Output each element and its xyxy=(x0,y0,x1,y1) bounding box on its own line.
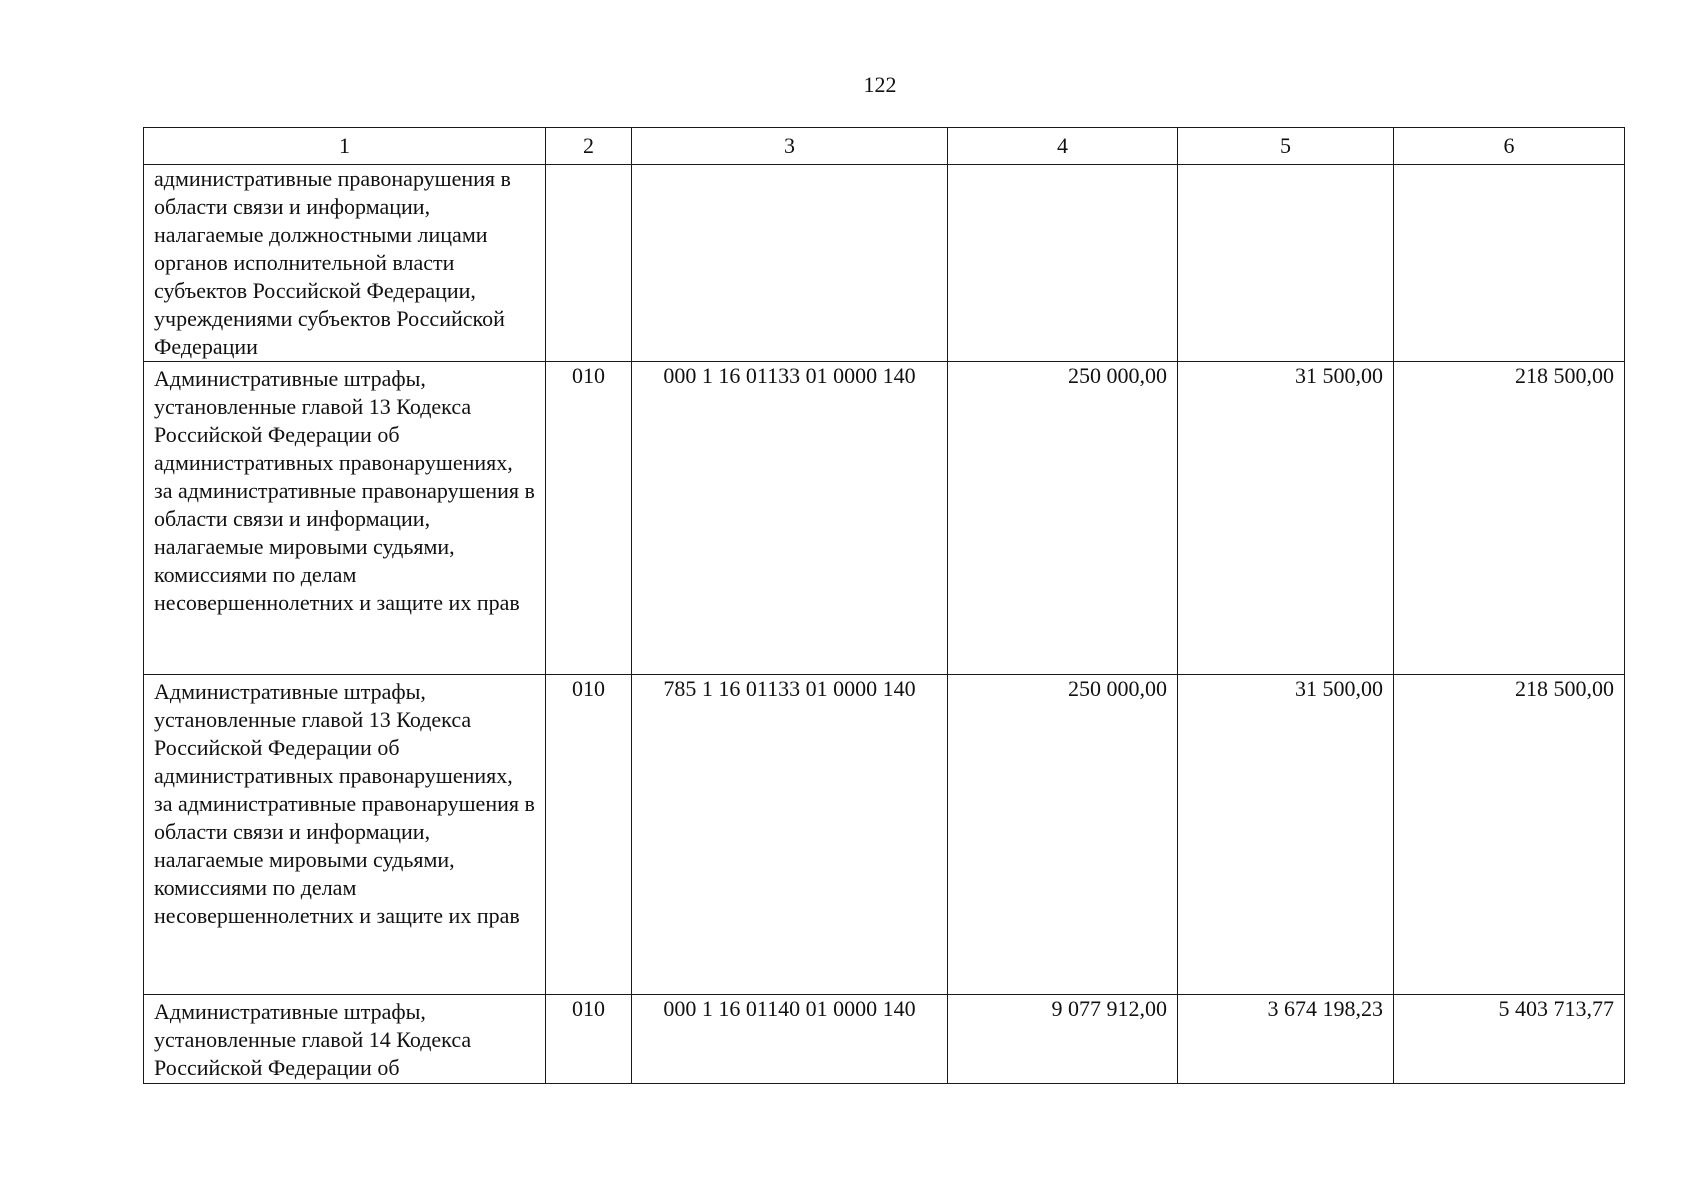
budget-table xyxy=(143,127,1625,1084)
column-header-6: 6 xyxy=(1394,128,1625,165)
column-header-5: 5 xyxy=(1178,128,1394,165)
table-row xyxy=(144,995,1625,1084)
row-approved-cell: 250 000,00 xyxy=(948,675,1178,995)
row-code-cell: 010 xyxy=(546,995,632,1084)
row-name-cell: Административные штрафы, установленные главой 14 Кодекса Российской Федерации об xyxy=(144,995,546,1084)
table-row xyxy=(144,675,1625,995)
row-executed-cell: 31 500,00 xyxy=(1178,675,1394,995)
column-header-4: 4 xyxy=(948,128,1178,165)
row-unexecuted-cell xyxy=(1394,165,1625,362)
row-name-cell: Административные штрафы, установленные главой 13 Кодекса Российской Федерации об административных правонарушениях, за административные правонарушения в области связи и информации, налагаемые мировыми судьями, комиссиями по делам несовершеннолетних и защите их прав xyxy=(144,675,546,995)
page-number: 122 xyxy=(863,72,897,97)
row-kbk-cell xyxy=(632,165,948,362)
row-code-cell xyxy=(546,165,632,362)
row-unexecuted-cell: 5 403 713,77 xyxy=(1394,995,1625,1084)
column-header-3: 3 xyxy=(632,128,948,165)
row-kbk-cell: 785 1 16 01133 01 0000 140 xyxy=(632,675,948,995)
row-name-cell: Административные штрафы, установленные главой 13 Кодекса Российской Федерации об административных правонарушениях, за административные правонарушения в области связи и информации, налагаемые мировыми судьями, комиссиями по делам несовершеннолетних и защите их прав xyxy=(144,362,546,675)
column-header-1: 1 xyxy=(144,128,546,165)
row-unexecuted-cell: 218 500,00 xyxy=(1394,675,1625,995)
row-name-cell: административные правонарушения в области связи и информации, налагаемые должностными лицами органов исполнительной власти субъектов Российской Федерации, учреждениями субъектов Российской Федерации xyxy=(144,165,546,362)
table-row xyxy=(144,362,1625,675)
row-approved-cell: 250 000,00 xyxy=(948,362,1178,675)
row-approved-cell xyxy=(948,165,1178,362)
table-header-row xyxy=(144,128,1625,165)
table-row xyxy=(144,165,1625,362)
row-code-cell: 010 xyxy=(546,362,632,675)
row-unexecuted-cell: 218 500,00 xyxy=(1394,362,1625,675)
row-approved-cell: 9 077 912,00 xyxy=(948,995,1178,1084)
row-kbk-cell: 000 1 16 01133 01 0000 140 xyxy=(632,362,948,675)
row-executed-cell: 31 500,00 xyxy=(1178,362,1394,675)
row-code-cell: 010 xyxy=(546,675,632,995)
row-executed-cell xyxy=(1178,165,1394,362)
column-header-2: 2 xyxy=(546,128,632,165)
row-kbk-cell: 000 1 16 01140 01 0000 140 xyxy=(632,995,948,1084)
row-executed-cell: 3 674 198,23 xyxy=(1178,995,1394,1084)
